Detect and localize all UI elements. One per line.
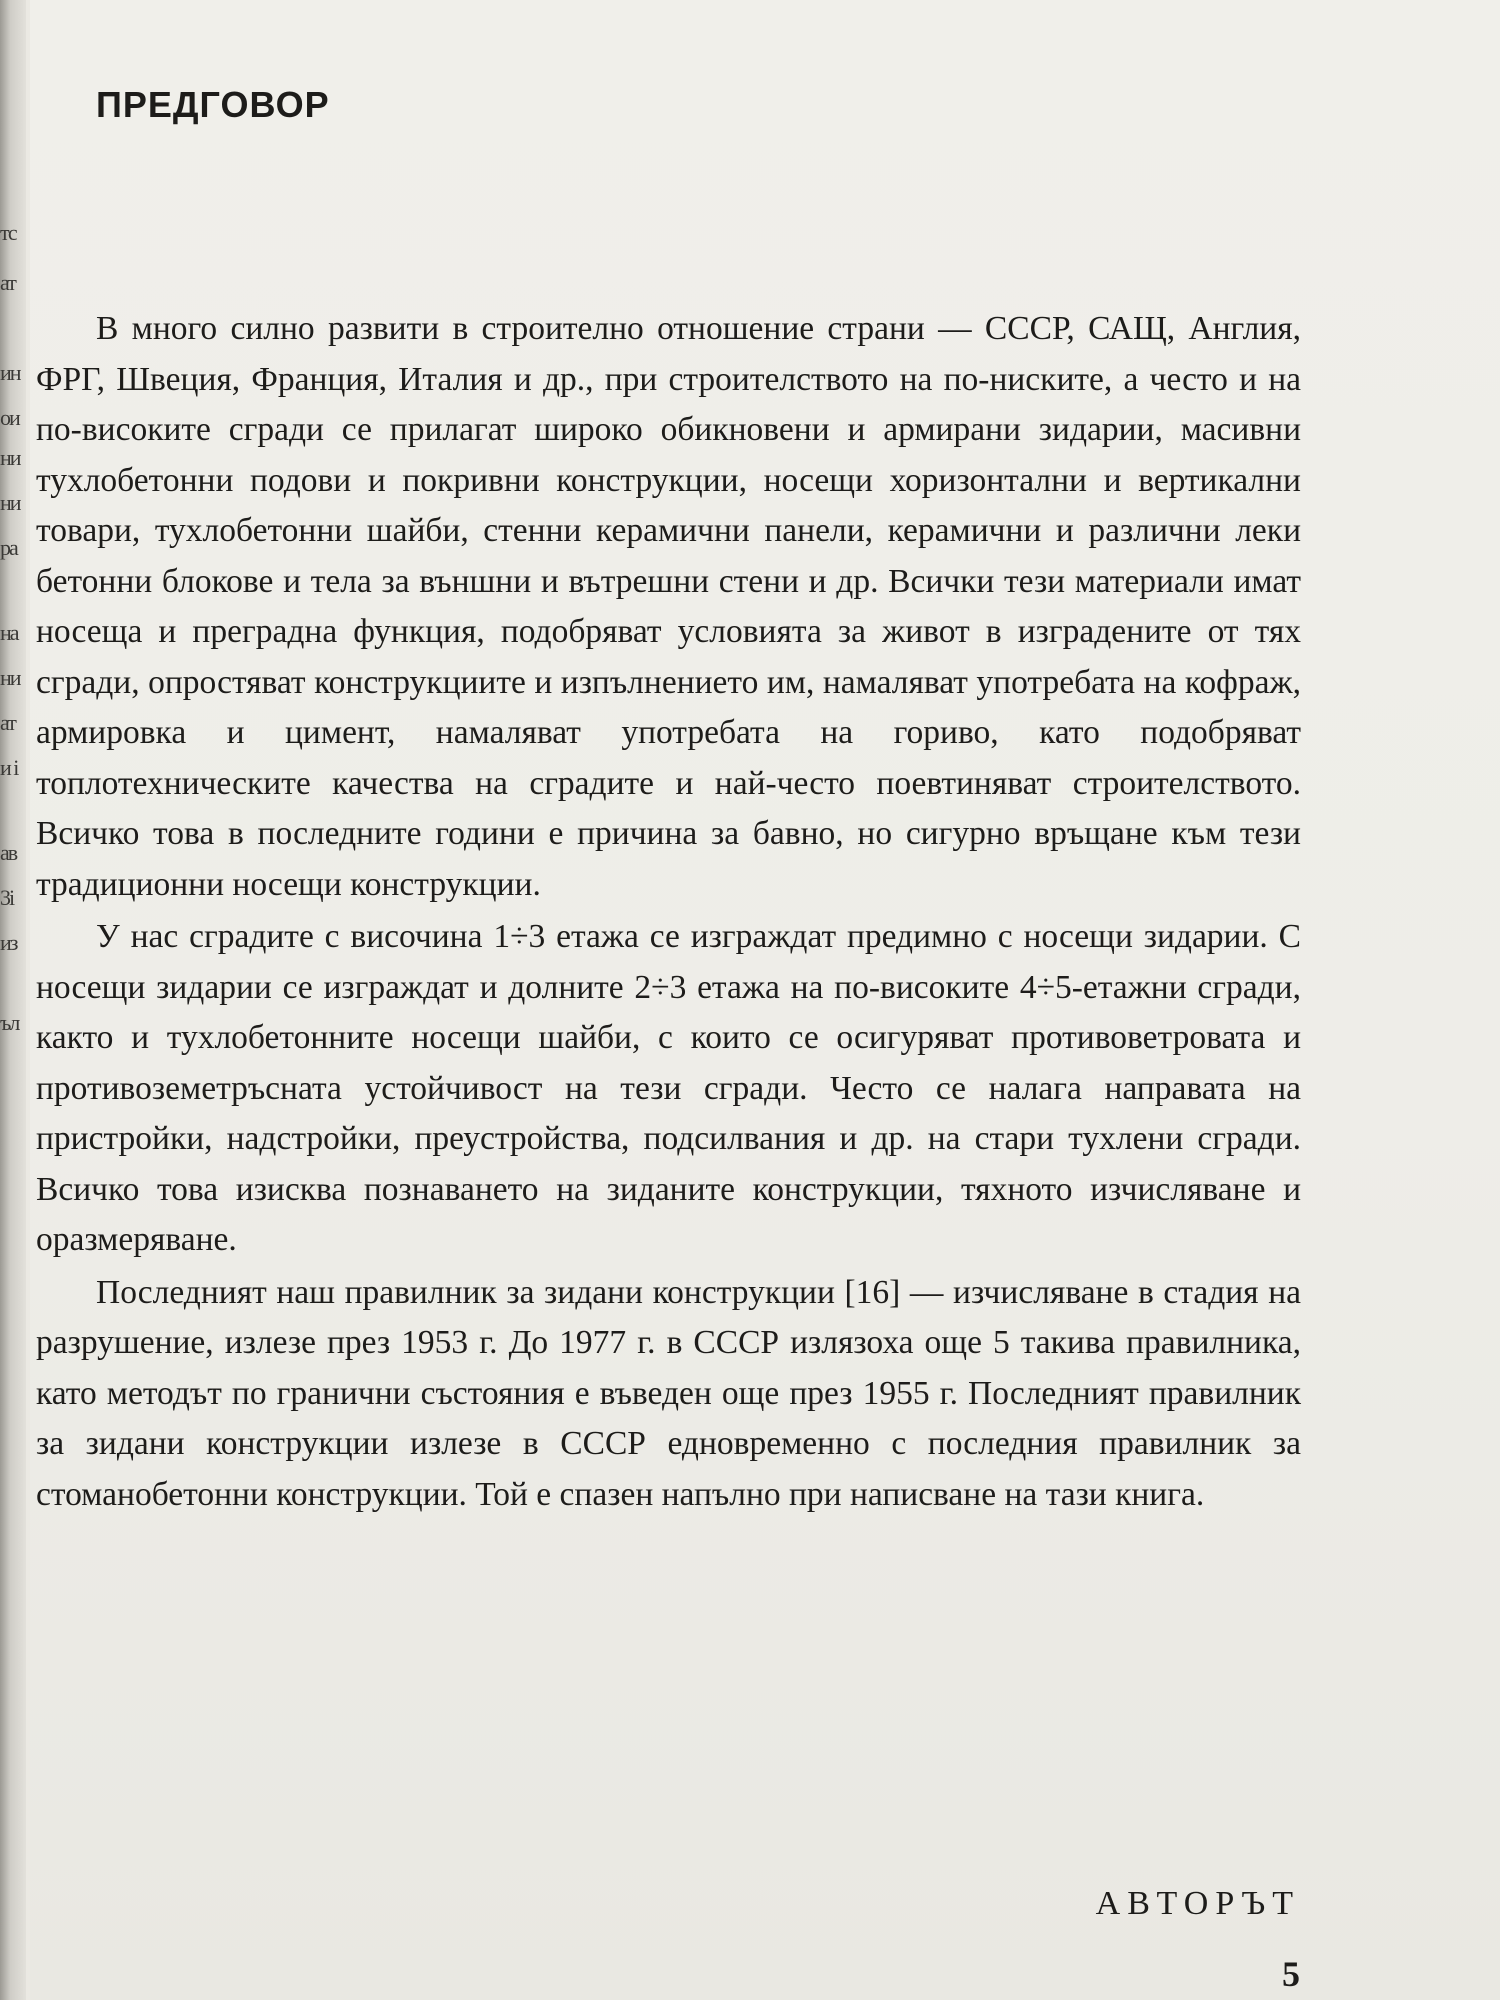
page-number: 5: [1282, 1954, 1300, 1994]
margin-fragment: ав: [0, 840, 17, 865]
margin-fragment: из: [0, 930, 17, 955]
margin-fragment: 3і: [0, 885, 14, 910]
margin-fragment: и і: [0, 755, 18, 780]
margin-fragment: ни: [0, 445, 20, 470]
paragraph: Последният наш правилник за зидани конструкции [16] — изчисляване в стадия на разрушение, излезе през 1953 г. До 1977 г. в СССР излязоха още 5 такива правилника, като методът по гранични състояния е въведен още през 1955 г. Последният правилник за зидани конструкции излезе в СССР едновременно с последния правилник за стоманобетонни конструкции. Той е спазен напълно при написване на тази книга.: [36, 1273, 1301, 1513]
margin-fragment: тс: [0, 220, 16, 245]
book-gutter: [0, 0, 26, 2000]
margin-fragment: ни: [0, 490, 20, 515]
margin-fragment: ъл: [0, 1010, 19, 1035]
margin-fragment: ра: [0, 535, 17, 560]
margin-fragment: ни: [0, 665, 20, 690]
margin-fragment: ат: [0, 270, 15, 295]
margin-fragment: ои: [0, 405, 19, 430]
paragraph: У нас сградите с височина 1÷3 етажа се изграждат предимно с носещи зидарии. С носещи зидарии се изграждат и долните 2÷3 етажа на по-високите 4÷5-етажни сгради, както и тухлобетонните носещи шайби, с които се осигуряват противоветровата и противоземетръсната устойчивост на тези сгради. Често се налага направата на пристройки, надстройки, преустройства, подсилвания и др. на стари тухлени сгради. Всичко това изисква познаването на зиданите конструкции, тяхното изчисляване и оразмеряване.: [36, 918, 1301, 1258]
margin-fragment: ат: [0, 710, 15, 735]
author-signature: АВТОРЪТ: [1095, 1885, 1300, 1922]
page-heading: ПРЕДГОВОР: [96, 84, 330, 125]
margin-fragment: на: [0, 620, 18, 645]
paragraph: В много силно развити в строително отношение страни — СССР, САЩ, Англия, ФРГ, Швеция, Франция, Италия и др., при строителството на по-ниските, а често и на по-високите сгради се прилагат широко обикновени и армирани зидарии, масивни тухлобетонни подови и покривни конструкции, носещи хоризонтални и вертикални товари, тухлобетонни шайби, стенни керамични панели, керамични и различни леки бетонни блокове и тела за външни и вътрешни стени и др. Всички тези материали имат носеща и преградна функция, подобряват условията за живот в изградените от тях сгради, опростяват конструкциите и изпълнението им, намаляват употребата на кофраж, армировка и цимент, намаляват употребата на гориво, като подобряват топлотехническите качества на сградите и най-често поевтиняват строителството. Всичко това в последните години е причина за бавно, но сигурно връщане към тези традиционни носещи конструкции.: [36, 310, 1301, 903]
preface-body: [36, 304, 1301, 1522]
margin-fragment: ин: [0, 360, 20, 385]
